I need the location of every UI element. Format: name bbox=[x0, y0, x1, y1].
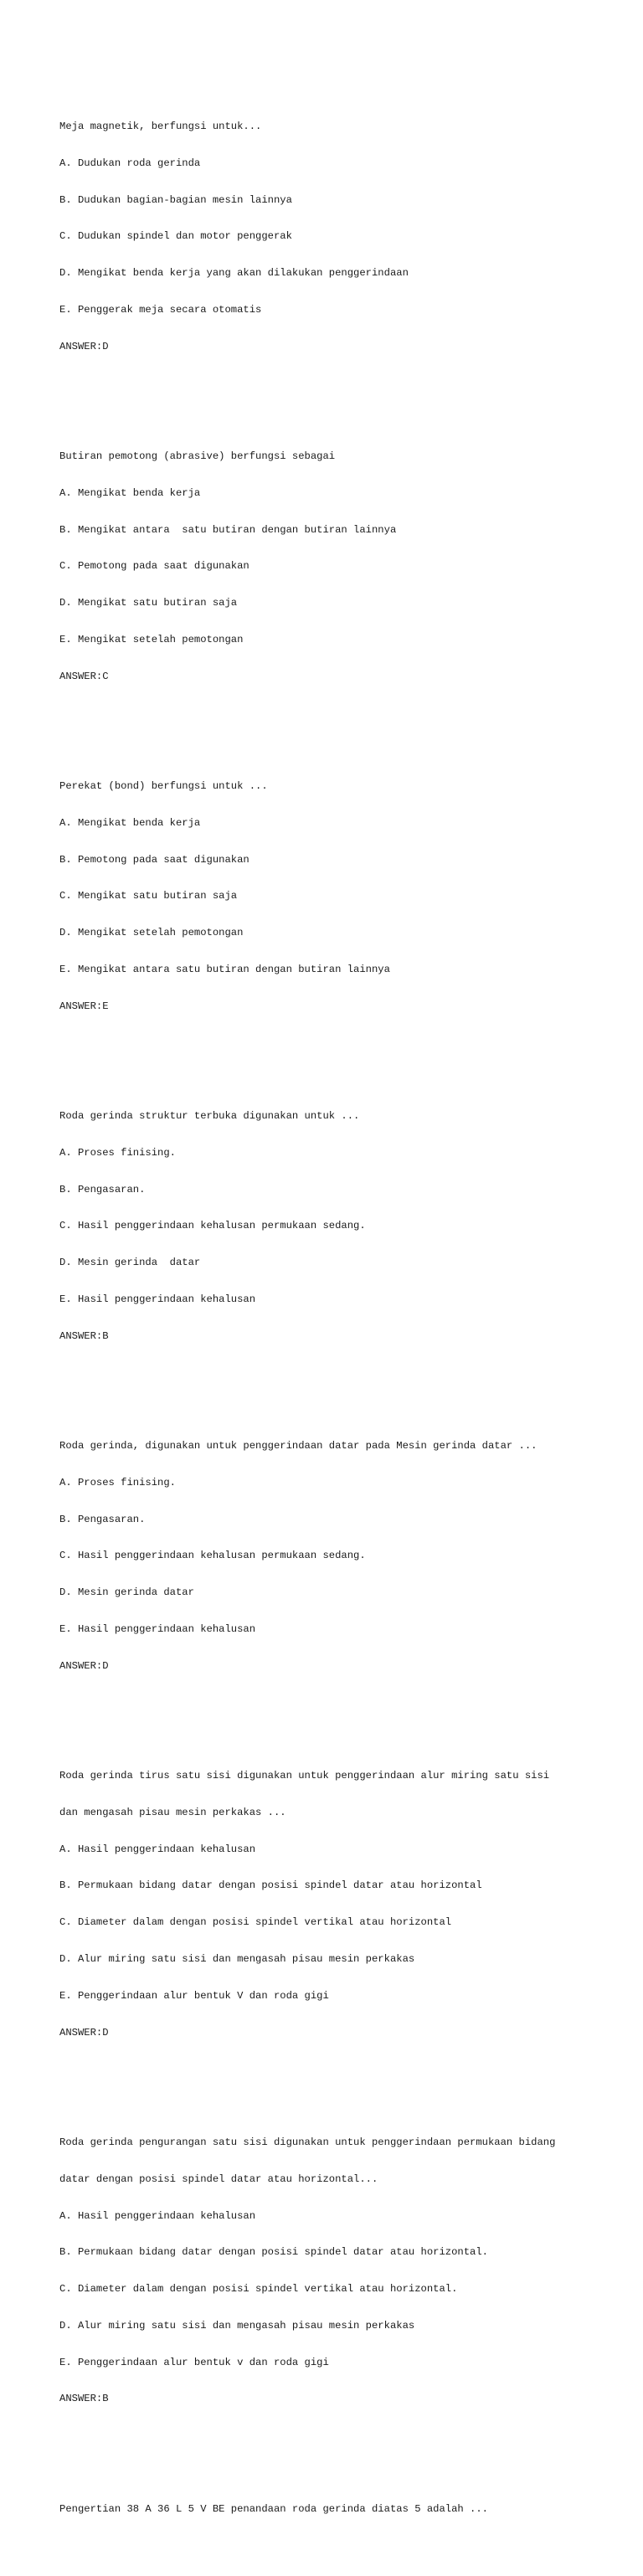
answer-key: ANSWER:D bbox=[59, 1659, 109, 1672]
question-text: Pengertian 38 A 36 L 5 V BE penandaan roda gerinda diatas 5 adalah ... bbox=[59, 2502, 488, 2515]
question-5 bbox=[59, 1416, 612, 1697]
answer-key: ANSWER:B bbox=[59, 1329, 109, 1342]
question-3 bbox=[59, 756, 612, 1037]
option-e: E. Penggerindaan alur bentuk v dan roda gigi bbox=[59, 2356, 329, 2368]
answer-key: ANSWER:D bbox=[59, 2026, 109, 2039]
option-b: B. Permukaan bidang datar dengan posisi spindel datar atau horizontal. bbox=[59, 2246, 488, 2259]
option-a: A. Dudukan roda gerinda bbox=[59, 157, 201, 169]
option-e: E. Hasil penggerindaan kehalusan bbox=[59, 1293, 256, 1305]
option-b: B. Permukaan bidang datar dengan posisi spindel datar atau horizontal bbox=[59, 1879, 482, 1892]
option-d: D. Mengikat setelah pemotongan bbox=[59, 927, 244, 939]
option-d: D. Mengikat satu butiran saja bbox=[59, 597, 238, 609]
option-b: B. Dudukan bagian-bagian mesin lainnya bbox=[59, 193, 292, 206]
option-c: C. Diameter dalam dengan posisi spindel vertikal atau horizontal. bbox=[59, 2283, 458, 2296]
document-page bbox=[59, 59, 612, 2576]
question-text: Perekat (bond) berfungsi untuk ... bbox=[59, 780, 268, 793]
option-a: A. Hasil penggerindaan kehalusan bbox=[59, 1843, 256, 1855]
option-d: D. Mengikat benda kerja yang akan dilakukan penggerindaan bbox=[59, 267, 409, 280]
option-a: A. Proses finising. bbox=[59, 1476, 176, 1489]
option-a: A. Mengikat benda kerja bbox=[59, 486, 201, 499]
option-e: E. Mengikat setelah pemotongan bbox=[59, 633, 244, 645]
option-e: E. Penggerindaan alur bentuk V dan roda gigi bbox=[59, 1989, 329, 2002]
question-4 bbox=[59, 1086, 612, 1367]
option-d: D. Mesin gerinda datar bbox=[59, 1586, 194, 1599]
question-2 bbox=[59, 426, 612, 707]
question-text: Roda gerinda, digunakan untuk penggerindaan datar pada Mesin gerinda datar ... bbox=[59, 1440, 538, 1453]
question-6 bbox=[59, 1746, 612, 2063]
option-d: D. Alur miring satu sisi dan mengasah pisau mesin perkakas bbox=[59, 2319, 415, 2332]
answer-key: ANSWER:B bbox=[59, 2393, 109, 2405]
option-a: A. Hasil penggerindaan kehalusan bbox=[59, 2209, 256, 2222]
answer-key: ANSWER:C bbox=[59, 670, 109, 682]
option-e: E. Hasil penggerindaan kehalusan bbox=[59, 1623, 256, 1635]
option-c: C. Hasil penggerindaan kehalusan permukaan sedang. bbox=[59, 1550, 366, 1562]
option-a: A. Mengikat benda kerja bbox=[59, 816, 201, 829]
option-c: C. Dudukan spindel dan motor penggerak bbox=[59, 230, 292, 243]
question-7 bbox=[59, 2112, 612, 2429]
option-e: E. Penggerak meja secara otomatis bbox=[59, 303, 262, 316]
option-d: D. Alur miring satu sisi dan mengasah pisau mesin perkakas bbox=[59, 1953, 415, 1966]
question-text: Butiran pemotong (abrasive) berfungsi sebagai bbox=[59, 450, 336, 462]
question-text: Roda gerinda pengurangan satu sisi digunakan untuk penggerindaan permukaan bidang bbox=[59, 2136, 556, 2148]
question-8 bbox=[59, 2479, 612, 2540]
question-text: Meja magnetik, berfungsi untuk... bbox=[59, 120, 262, 132]
option-b: B. Pengasaran. bbox=[59, 1513, 146, 1525]
question-text: Roda gerinda struktur terbuka digunakan untuk ... bbox=[59, 1110, 360, 1123]
question-text: Roda gerinda tirus satu sisi digunakan untuk penggerindaan alur miring satu sisi bbox=[59, 1770, 550, 1782]
option-b: B. Pemotong pada saat digunakan bbox=[59, 853, 249, 866]
option-b: B. Pengasaran. bbox=[59, 1183, 146, 1195]
answer-key: ANSWER:E bbox=[59, 1000, 109, 1012]
option-c: C. Diameter dalam dengan posisi spindel vertikal atau horizontal bbox=[59, 1916, 452, 1929]
option-b: B. Mengikat antara satu butiran dengan butiran lainnya bbox=[59, 523, 397, 536]
answer-key: ANSWER:D bbox=[59, 340, 109, 352]
option-d: D. Mesin gerinda datar bbox=[59, 1257, 201, 1269]
question-text-continued: dan mengasah pisau mesin perkakas ... bbox=[59, 1806, 286, 1818]
option-a: A. Proses finising. bbox=[59, 1146, 176, 1159]
option-c: C. Pemotong pada saat digunakan bbox=[59, 560, 249, 573]
option-e: E. Mengikat antara satu butiran dengan butiran lainnya bbox=[59, 963, 390, 975]
question-1 bbox=[59, 96, 612, 378]
option-c: C. Hasil penggerindaan kehalusan permukaan sedang. bbox=[59, 1220, 366, 1232]
question-text-continued: datar dengan posisi spindel datar atau horizontal... bbox=[59, 2172, 378, 2185]
option-c: C. Mengikat satu butiran saja bbox=[59, 890, 238, 902]
